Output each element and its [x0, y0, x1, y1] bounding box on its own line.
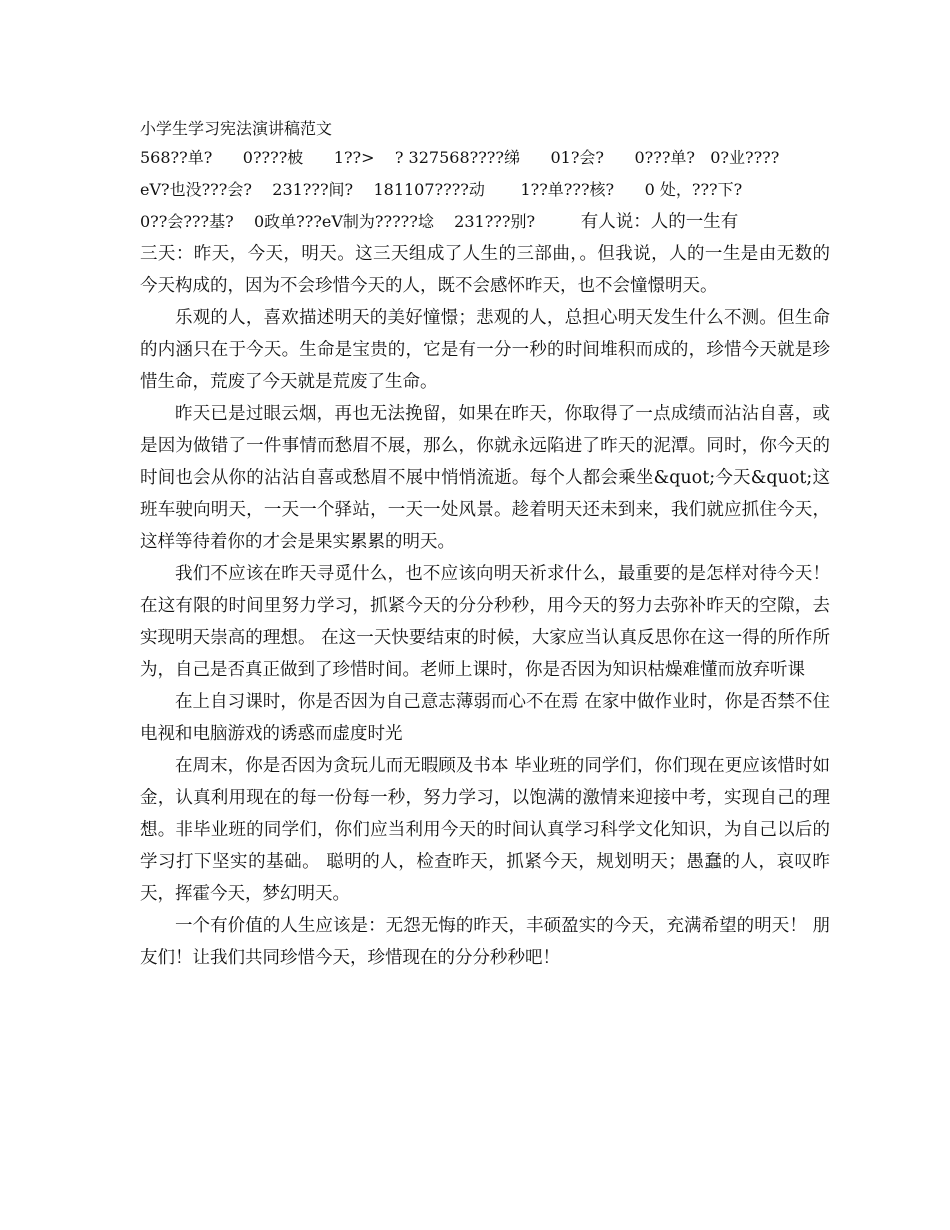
garbled-line-3: [140, 206, 830, 238]
paragraph-7: 一个有价值的人生应该是：无怨无悔的昨天，丰硕盈实的今天，充满希望的明天！ 朋友们！让我们共同珍惜今天，珍惜现在的分分秒秒吧！: [140, 916, 830, 968]
paragraph-1: 三天：昨天，今天，明天。这三天组成了人生的三部曲，。但我说，人的一生是由无数的今天构成的，因为不会珍惜今天的人，既不会感怀昨天，也不会憧憬明天。: [140, 244, 830, 296]
garbled-line-3-text: 0??会???基? 0政单???eV制为?????埝 231???别?: [140, 212, 581, 231]
paragraph-6: 在周末，你是否因为贪玩儿而无暇顾及书本 毕业班的同学们，你们现在更应该惜时如金，认真利用现在的每一份每一秒，努力学习，以饱满的激情来迎接中考，实现自己的理想。非毕业班的同学们，你们应当利用今天的时间认真学习科学文化知识，为自己以后的学习打下坚实的基础。 聪明的人，检查昨天，抓紧今天，规划明天；愚蠢的人，哀叹昨天，挥霍今天，梦幻明天。: [140, 756, 830, 904]
paragraph-2: 乐观的人，喜欢描述明天的美好憧憬；悲观的人，总担心明天发生什么不测。但生命的内涵只在于今天。生命是宝贵的，它是有一分一秒的时间堆积而成的，珍惜今天就是珍惜生命，荒废了今天就是荒废了生命。: [140, 308, 830, 392]
document-title: 小学生学习宪法演讲稿范文: [140, 119, 333, 138]
paragraph-4: 我们不应该在昨天寻觅什么，也不应该向明天祈求什么，最重要的是怎样对待今天！在这有限的时间里努力学习，抓紧今天的分分秒秒，用今天的努力去弥补昨天的空隙，去实现明天崇高的理想。 在这一天快要结束的时候，大家应当认真反思你在这一得的所作所为，自己是否真正做到了珍惜时间。老师上课时，你是否因为知识枯燥难懂而放弃听课: [140, 564, 830, 680]
intro-tail-text: 有人说：人的一生有: [580, 212, 739, 232]
garbled-line-1: 568??单? 0????柀 1??> ? 327568????绨 01?会? 0???单? 0?业????: [140, 148, 780, 167]
garbled-line-2: eV?也没???会? 231???间? 181107????动 1??单???核? 0 处，???下?: [140, 180, 743, 199]
paragraph-5: 在上自习课时，你是否因为自己意志薄弱而心不在焉 在家中做作业时，你是否禁不住电视和电脑游戏的诱惑而虚度时光: [140, 692, 830, 744]
paragraph-3: 昨天已是过眼云烟，再也无法挽留，如果在昨天，你取得了一点成绩而沾沾自喜，或是因为做错了一件事情而愁眉不展，那么，你就永远陷进了昨天的泥潭。同时，你今天的时间也会从你的沾沾自喜或愁眉不展中悄悄流逝。每个人都会乘坐&quot;今天&quot;这班车驶向明天，一天一个驿站，一天一处风景。趁着明天还未到来，我们就应抓住今天，这样等待着你的才会是果实累累的明天。: [140, 404, 830, 552]
document-page: [140, 116, 830, 974]
